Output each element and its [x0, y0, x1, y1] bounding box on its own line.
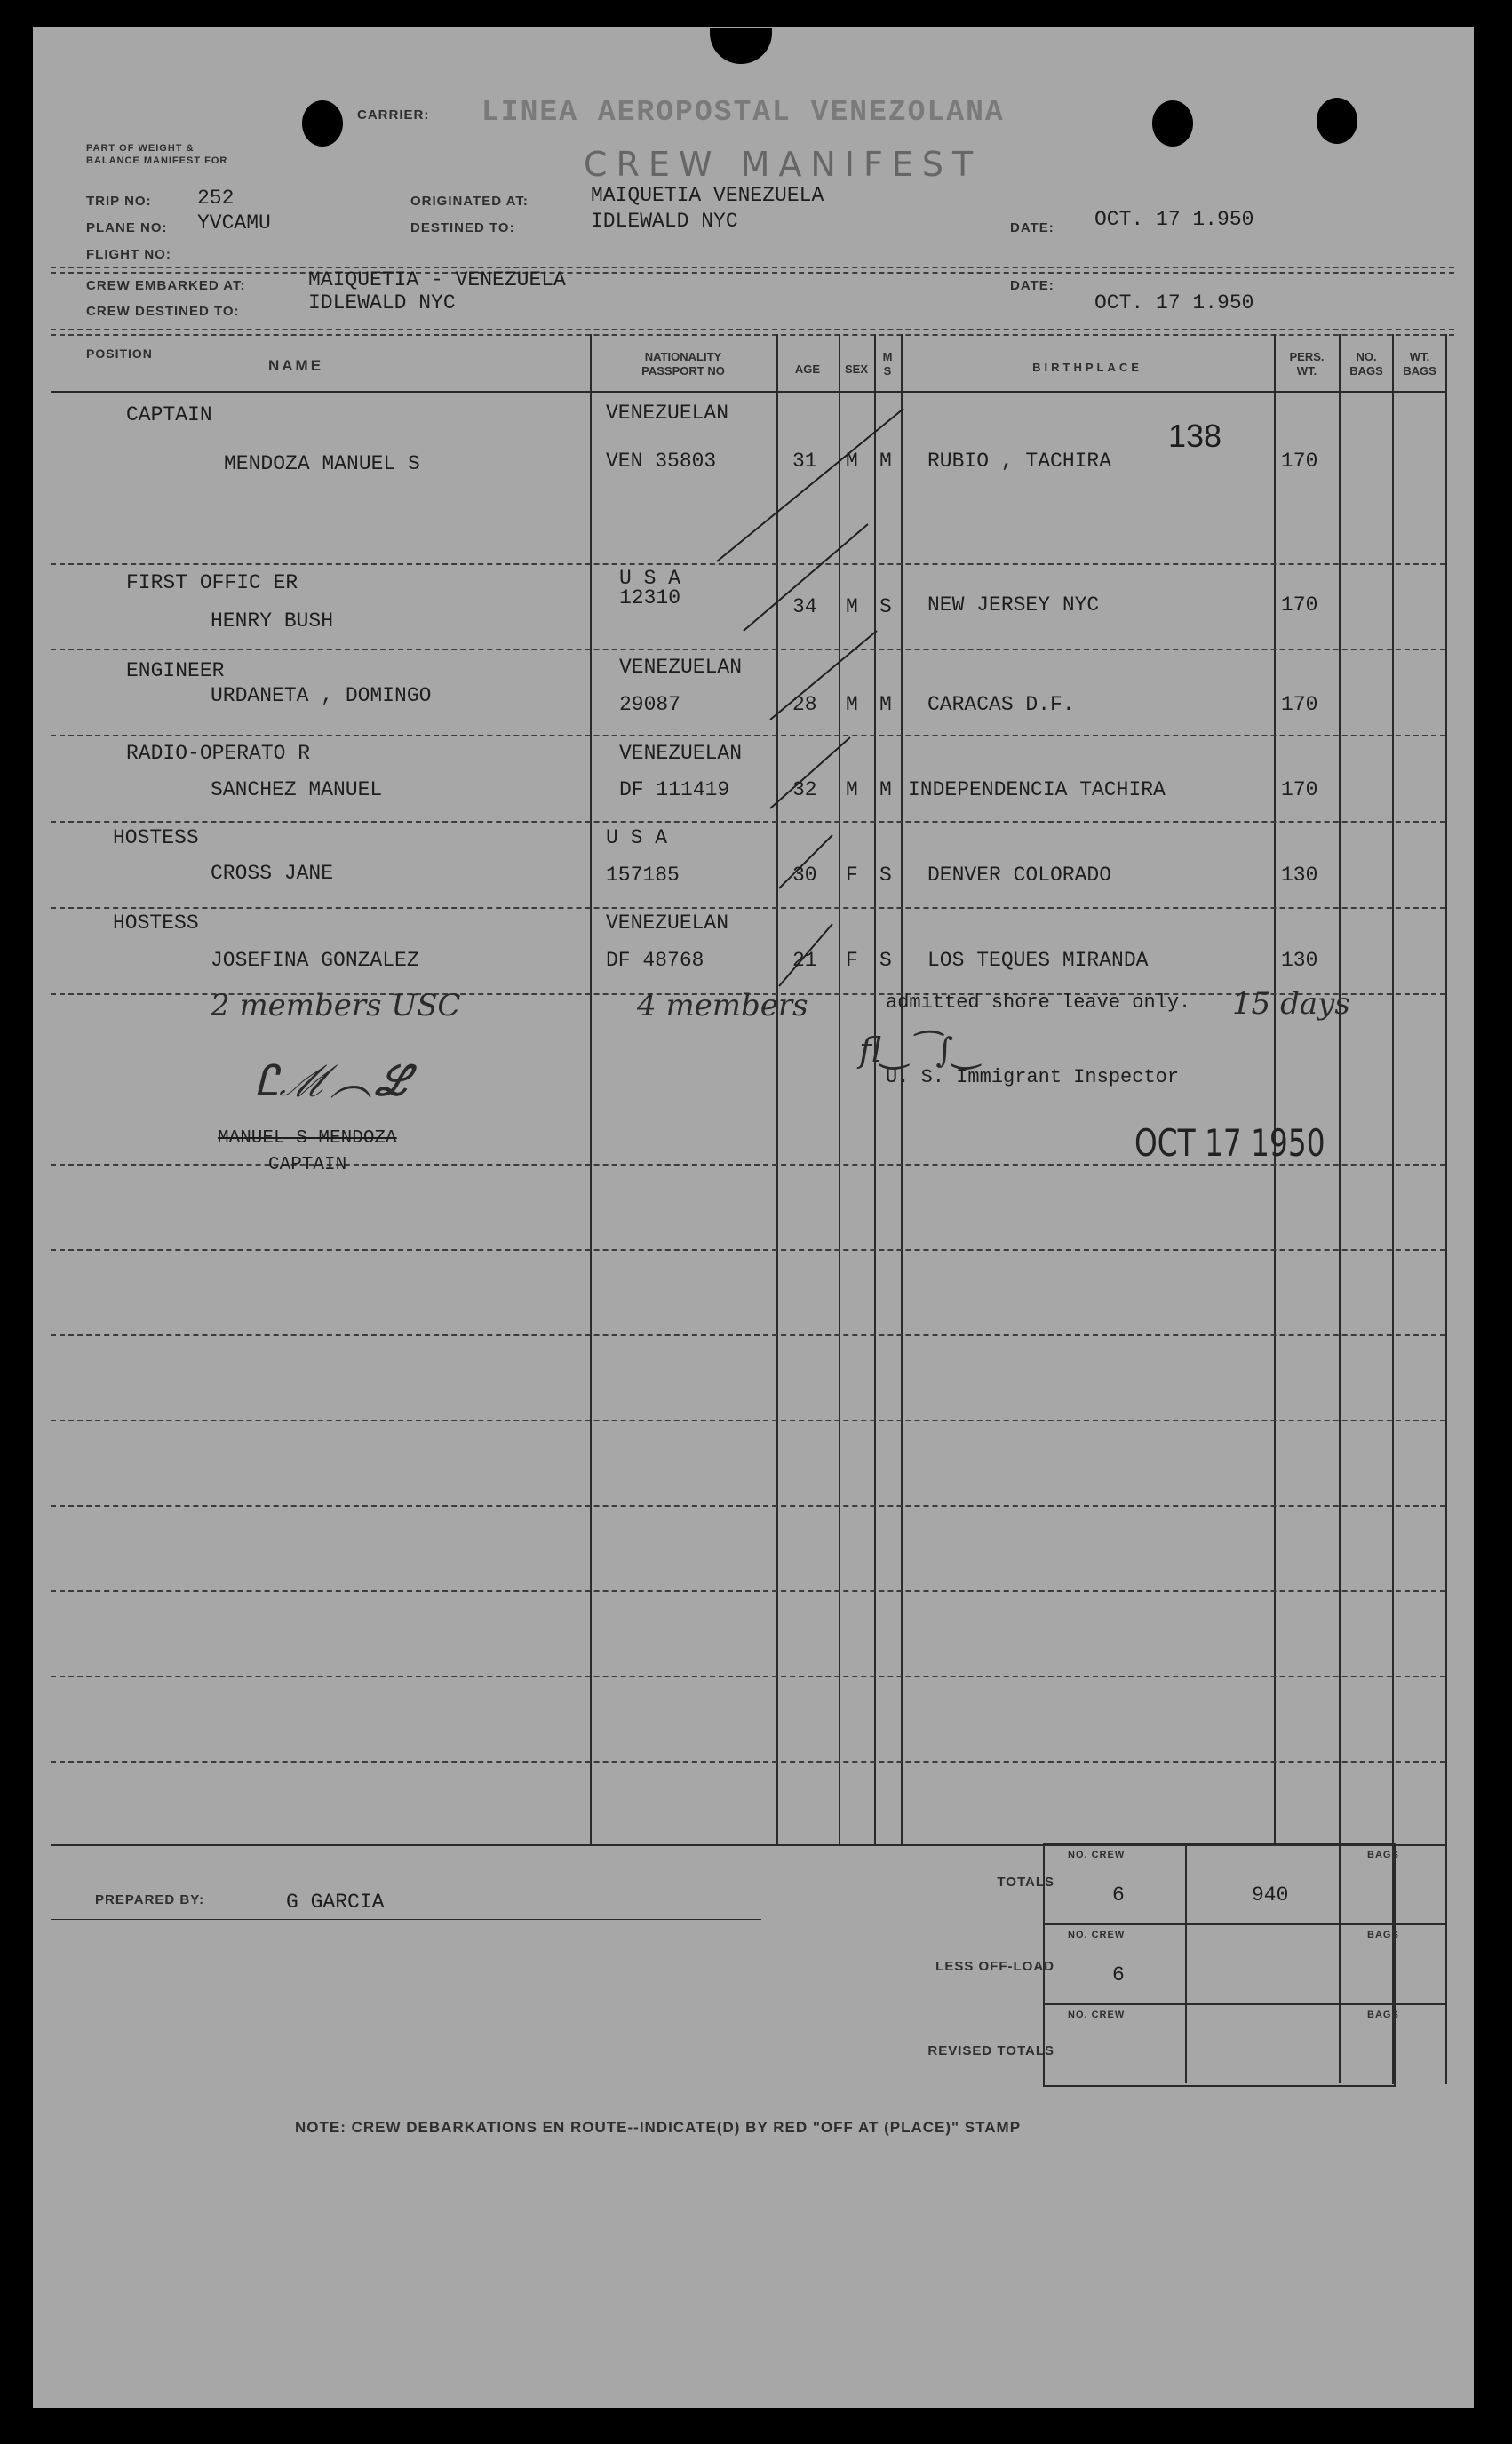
crew-destined-value: IDLEWALD NYC [308, 291, 456, 314]
carrier-name: LINEA AEROPOSTAL VENEZOLANA [481, 96, 1005, 129]
totals-label: TOTALS [997, 1875, 1054, 1890]
crew-position: FIRST OFFIC ER [126, 571, 298, 594]
crew-age: 30 [792, 864, 817, 887]
col-marital-line2: S [883, 364, 892, 378]
note-members-usc: 2 members USC [211, 988, 461, 1023]
crew-weight: 170 [1281, 778, 1318, 801]
destined-label: DESTINED TO: [410, 220, 515, 235]
crew-position: RADIO-OPERATO R [126, 742, 311, 765]
crew-sex: M [846, 450, 858, 473]
crew-birthplace: RUBIO , TACHIRA [927, 450, 1112, 473]
manifest-title: CREW MANIFEST [584, 145, 983, 184]
originated-value: MAIQUETIA VENEZUELA [591, 184, 824, 207]
date-label: DATE: [1010, 220, 1054, 235]
note-members-4: 4 members [637, 988, 808, 1023]
captain-signature: Ꮭℳ︵ℒ [255, 1056, 411, 1106]
crew-name: CROSS JANE [211, 862, 334, 885]
check-mark [779, 924, 832, 986]
crew-name: HENRY BUSH [211, 609, 334, 633]
crew-passport: 12310 [619, 586, 681, 609]
less-offload-label: LESS OFF-LOAD [935, 1959, 1054, 1974]
col-position: POSITION [86, 346, 153, 361]
captain-title: CAPTAIN [268, 1155, 347, 1175]
crew-birthplace: DENVER COLORADO [927, 864, 1112, 887]
col-no-bags-line1: NO. [1356, 350, 1377, 363]
manifest-sheet [33, 27, 1474, 2408]
no-crew-label: NO. CREW [1068, 2010, 1126, 2020]
col-wt-bags-line1: WT. [1409, 350, 1430, 363]
crew-birthplace: INDEPENDENCIA TACHIRA [908, 778, 1166, 801]
crew-nationality: VENEZUELAN [606, 402, 729, 425]
crew-marital: M [879, 450, 892, 473]
inspector-signature: ﬂ‿⁀∫‿ [859, 1031, 981, 1070]
date-stamp: OCT 17 1950 [1134, 1121, 1325, 1165]
crew-passport: DF 48768 [606, 949, 704, 972]
no-crew-label: NO. CREW [1068, 1850, 1126, 1860]
no-crew-label: NO. CREW [1068, 1930, 1126, 1940]
plane-number: YVCAMU [197, 211, 271, 235]
crew-sex: F [846, 864, 858, 887]
bags-label: BAGS [1367, 1850, 1399, 1860]
crew-weight: 170 [1281, 593, 1318, 617]
col-name: NAME [268, 357, 324, 374]
crew-position: HOSTESS [113, 912, 199, 935]
crew-weight: 170 [1281, 450, 1318, 473]
note-days: 15 days [1232, 986, 1350, 1022]
check-mark [770, 737, 850, 808]
originated-label: ORIGINATED AT: [410, 194, 529, 209]
crew-birthplace: LOS TEQUES MIRANDA [927, 949, 1149, 972]
col-nationality-line2: PASSPORT NO [641, 364, 725, 378]
crew-age: 34 [792, 595, 817, 618]
box-rule [1185, 1843, 1187, 2083]
crew-sex: M [846, 595, 858, 618]
destined-value: IDLEWALD NYC [591, 210, 738, 233]
col-nationality-line1: NATIONALITY [644, 350, 722, 363]
crew-position: CAPTAIN [126, 403, 212, 426]
col-pers-wt-line2: WT. [1296, 364, 1317, 378]
crew-position: HOSTESS [113, 826, 199, 849]
date2-value: OCT. 17 1.950 [1094, 291, 1254, 314]
col-sex: SEX [844, 362, 868, 376]
crew-nationality: VENEZUELAN [619, 742, 743, 765]
col-marital-line1: M [882, 350, 893, 363]
check-mark [744, 524, 868, 631]
crew-name: MENDOZA MANUEL S [224, 452, 420, 475]
crew-marital: M [879, 778, 892, 801]
crew-marital: S [879, 595, 892, 618]
totals-box [1043, 1843, 1396, 2087]
crew-marital: S [879, 864, 892, 887]
bags-label: BAGS [1367, 1930, 1399, 1940]
crew-weight: 130 [1281, 949, 1318, 972]
crew-marital: S [879, 949, 892, 972]
crew-birthplace: NEW JERSEY NYC [927, 593, 1100, 617]
prepared-label: PREPARED BY: [95, 1892, 205, 1907]
inspector-title: U. S. Immigrant Inspector [886, 1066, 1180, 1088]
crew-sex: F [846, 949, 858, 972]
crew-embarked-value: MAIQUETIA - VENEZUELA [308, 268, 566, 291]
crew-name: URDANETA , DOMINGO [211, 684, 432, 707]
crew-name: JOSEFINA GONZALEZ [211, 949, 419, 972]
crew-passport: 29087 [619, 693, 681, 716]
bags-label: BAGS [1367, 2010, 1399, 2020]
col-age: AGE [794, 362, 821, 376]
trip-number: 252 [197, 187, 235, 210]
weight-balance-label: PART OF WEIGHT & BALANCE MANIFEST FOR [86, 143, 228, 166]
check-mark [770, 631, 877, 720]
crew-sex: M [846, 693, 858, 716]
totals-crew-value: 6 [1112, 1883, 1125, 1907]
date-value: OCT. 17 1.950 [1094, 208, 1254, 231]
crew-nationality: U S A [619, 567, 681, 590]
check-mark [779, 835, 832, 888]
prepared-value: G GARCIA [286, 1891, 385, 1914]
offload-crew-value: 6 [1112, 1963, 1125, 1986]
trip-label: TRIP NO: [86, 194, 152, 209]
flight-label: FLIGHT NO: [86, 247, 171, 262]
crew-embarked-label: CREW EMBARKED AT: [86, 278, 246, 293]
record-number: 138 [1168, 418, 1222, 454]
totals-weight-value: 940 [1252, 1883, 1289, 1907]
col-no-bags-line2: BAGS [1349, 364, 1383, 378]
col-pers-wt-line1: PERS. [1289, 350, 1325, 363]
crew-marital: M [879, 693, 892, 716]
crew-age: 21 [792, 949, 817, 972]
date2-label: DATE: [1010, 278, 1054, 293]
box-rule [1043, 2003, 1447, 2005]
plane-label: PLANE NO: [86, 220, 168, 235]
col-wt-bags-line2: BAGS [1403, 364, 1436, 378]
crew-nationality: U S A [606, 826, 668, 849]
prepared-rule [51, 1919, 761, 1920]
crew-nationality: VENEZUELAN [606, 912, 729, 935]
col-birthplace: BIRTHPLACE [1032, 361, 1142, 374]
crew-name: SANCHEZ MANUEL [211, 778, 383, 801]
crew-sex: M [846, 778, 858, 801]
box-rule [1339, 1843, 1341, 2083]
crew-destined-label: CREW DESTINED TO: [86, 304, 240, 319]
footer-note: NOTE: CREW DEBARKATIONS EN ROUTE--INDICATE(D) BY RED "OFF AT (PLACE)" STAMP [295, 2119, 1022, 2136]
crew-passport: 157185 [606, 864, 680, 887]
admitted-stamp: admitted shore leave only. [886, 991, 1191, 1014]
crew-position: ENGINEER [126, 659, 225, 682]
crew-age: 32 [792, 778, 817, 801]
crew-birthplace: CARACAS D.F. [927, 693, 1075, 716]
revised-totals-label: REVISED TOTALS [927, 2043, 1054, 2058]
captain-name: MANUEL S MENDOZA [218, 1128, 397, 1149]
crew-age: 28 [792, 693, 817, 716]
check-mark [717, 409, 903, 561]
crew-weight: 130 [1281, 864, 1318, 887]
box-rule [1043, 1923, 1447, 1925]
crew-age: 31 [792, 450, 817, 473]
crew-weight: 170 [1281, 693, 1318, 716]
crew-passport: DF 111419 [619, 778, 730, 801]
crew-passport: VEN 35803 [606, 450, 717, 473]
crew-nationality: VENEZUELAN [619, 656, 743, 679]
carrier-label: CARRIER: [357, 107, 430, 123]
